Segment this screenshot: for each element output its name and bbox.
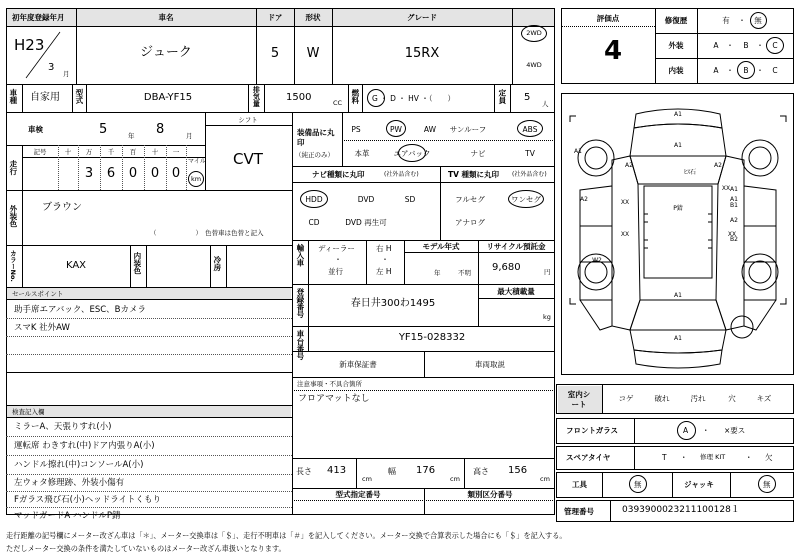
- exterior-option: ・: [726, 41, 734, 50]
- navi-sub: (社外品含む): [384, 171, 419, 178]
- interior-label: 内装: [668, 66, 684, 75]
- diagram-mark: A1: [674, 111, 682, 118]
- width-value: 176: [416, 465, 436, 476]
- displacement-value: 1500: [286, 92, 312, 103]
- equipment-item: PW: [390, 125, 402, 134]
- glass-label: フロントガラス: [566, 426, 619, 435]
- mileage-digit: 3: [84, 166, 94, 181]
- first-reg-label: 初年度登録年月: [12, 13, 65, 22]
- diagram-mark: B1: [730, 202, 738, 209]
- color-value: ブラウン: [42, 202, 82, 213]
- spare-sep1: ・: [680, 453, 688, 462]
- color-code-label: カラーNo.: [8, 250, 17, 282]
- inspection-year: 5: [99, 122, 108, 137]
- exterior-label: 外装: [668, 41, 684, 50]
- width-label: 幅: [388, 467, 396, 476]
- mileage-symbol-label: 記号: [33, 148, 47, 156]
- interior-option: ・: [726, 66, 734, 75]
- displacement-label: 排気量: [252, 86, 261, 107]
- jack-label: ジャッキ: [684, 480, 714, 489]
- height-unit: cm: [540, 475, 550, 483]
- mileage-digit: 0: [128, 166, 138, 181]
- equipment-item: エアバック: [393, 149, 431, 158]
- mileage-digit: 0: [150, 166, 160, 181]
- diagram-mark: A2: [625, 162, 633, 169]
- new-warranty: 新車保証書: [339, 360, 377, 369]
- interior-option: A: [713, 66, 719, 75]
- drive-4wd: 4WD: [526, 61, 542, 69]
- sales-point-line: 助手席エアバック、ESC、Bカメラ: [14, 305, 147, 315]
- tv-label: TV 種類に丸印: [448, 170, 500, 179]
- mile-label: マイル: [188, 158, 206, 165]
- control-value: 0393900023211100128１: [622, 505, 740, 515]
- spare-sep2: ・: [745, 453, 753, 462]
- diagram-mark: XX: [727, 231, 737, 238]
- navi-item: SD: [404, 195, 416, 204]
- jack-value: 無: [763, 480, 771, 489]
- exterior-option: A: [713, 41, 719, 50]
- tv-item: フルセグ: [455, 195, 485, 204]
- height-value: 156: [508, 465, 528, 476]
- tools-value: 無: [634, 480, 642, 489]
- inspector-line: ミラーA、天張りすれ(小): [14, 422, 112, 432]
- length-unit: cm: [362, 475, 372, 483]
- repair-option: 無: [754, 16, 762, 25]
- inspector-line: Fガラス飛び石(小)ヘッドライトくもり: [14, 495, 162, 505]
- interior-option: ・: [756, 66, 764, 75]
- exterior-option: B: [743, 41, 749, 50]
- vehicle-grade: 15RX: [404, 46, 440, 61]
- import-dot: ・: [334, 255, 342, 264]
- color-code-value: KAX: [65, 260, 87, 271]
- mileage-column-label: 十: [151, 148, 159, 156]
- capacity-value: 5: [524, 92, 531, 103]
- equipment-item: PS: [351, 125, 361, 134]
- mileage-digit: 6: [106, 166, 116, 181]
- mileage-column-label: 一: [172, 148, 180, 156]
- import-left: 左 H: [376, 267, 392, 276]
- mileage-column-label: 万: [85, 148, 93, 156]
- ac-label: 冷房: [212, 256, 222, 271]
- glass-replace: ×要ス: [724, 426, 746, 435]
- sales-point-line: スマK 社外AW: [14, 323, 70, 333]
- equipment-item: ナビ: [470, 149, 486, 158]
- equipment-item: TV: [525, 149, 535, 158]
- model-year-label: モデル年式: [422, 242, 460, 251]
- first-reg-era: H23: [14, 36, 45, 54]
- inspection-month-unit: 月: [186, 132, 193, 140]
- diagram-mark: A1: [674, 335, 682, 342]
- tools-label: 工具: [572, 480, 587, 489]
- import-label: 輸入車: [295, 244, 305, 267]
- interior-item: 穴: [728, 394, 736, 403]
- class-label: 類別区分番号: [467, 490, 513, 499]
- diagram-mark: A2: [714, 162, 722, 169]
- navi-label: ナビ種類に丸印: [312, 170, 365, 179]
- recycle-label: リサイクル預託金: [486, 242, 546, 251]
- inspector-label: 検査記入欄: [12, 408, 45, 416]
- model-label: 車名: [158, 13, 174, 22]
- category-label: 車種: [8, 89, 18, 104]
- import-dealer: ディーラー: [318, 244, 355, 253]
- max-load-label: 最大積載量: [497, 287, 535, 296]
- navi-item: DVD: [357, 195, 375, 204]
- score-value: 4: [603, 36, 623, 66]
- diagram-mark: P錆: [673, 205, 683, 212]
- displacement-unit: CC: [333, 99, 343, 107]
- sales-points-label: セールスポイント: [12, 290, 64, 298]
- glass-a: A: [683, 426, 689, 435]
- chassis-number: YF15-028332: [398, 332, 466, 343]
- tv-sub: (社外品含む): [512, 171, 547, 178]
- color-note: 色替車は色替と記入: [205, 229, 264, 237]
- repair-label: 修復歴: [664, 16, 688, 25]
- registration-number: 春日井300わ1495: [350, 298, 436, 309]
- mileage-label: 走行: [8, 160, 18, 175]
- inspector-line: ハンドル擦れ(中)コンソールA(小): [14, 460, 144, 470]
- import-dot2: ・: [381, 255, 389, 264]
- diagram-mark: XX: [620, 199, 630, 206]
- interior-option: B: [743, 66, 749, 75]
- import-right: 右 H: [376, 244, 392, 253]
- equipment-item: 本革: [354, 149, 370, 158]
- model-code-label: 型式: [74, 89, 84, 104]
- repair-option: 有: [722, 16, 730, 25]
- equipment-item: ABS: [522, 125, 538, 134]
- equipment-item: AW: [423, 125, 437, 134]
- mileage-column-label: 百: [129, 148, 137, 156]
- diagram-mark: A2: [730, 217, 738, 224]
- fuel-label: 燃料: [350, 89, 360, 104]
- category-value: 自家用: [30, 92, 60, 103]
- model-year-unknown: 不明: [458, 269, 471, 277]
- notes-text: フロアマットなし: [298, 394, 370, 404]
- first-reg-month-unit: 月: [63, 70, 70, 78]
- length-value: 413: [327, 465, 347, 476]
- length-label: 長さ: [296, 467, 312, 476]
- diagram-mark: XX: [721, 185, 731, 192]
- interior-color-label: 内装色: [132, 252, 142, 275]
- tv-item: アナログ: [455, 218, 485, 227]
- spare-none: 欠: [765, 453, 773, 462]
- first-reg-month: 3: [48, 62, 55, 73]
- vehicle-shape: W: [306, 46, 320, 61]
- equipment-item: サンルーフ: [449, 125, 487, 134]
- diagram-mark: A1: [674, 292, 682, 299]
- exterior-option: ・: [756, 41, 764, 50]
- mileage-digit: 0: [171, 166, 181, 181]
- inspection-label: 車検: [28, 125, 43, 134]
- registration-label: 登録番号: [295, 288, 305, 318]
- inspector-line: マッドガードA ハンドルP錆: [14, 511, 121, 521]
- diagram-mark: ﾋｽ石: [683, 169, 697, 176]
- shift-value: CVT: [233, 150, 263, 168]
- width-unit: cm: [450, 475, 460, 483]
- recycle-value: 9,680: [492, 262, 521, 273]
- inspector-line: 運転席 わきすれ(中)ドア内張りA(小): [14, 441, 155, 451]
- glass-sep: ・: [702, 426, 710, 435]
- navi-item: CD: [308, 218, 320, 227]
- inspection-month: 8: [156, 122, 165, 137]
- diagram-mark: A1: [574, 148, 582, 155]
- mileage-column-label: 十: [64, 148, 72, 156]
- grade-label: グレード: [407, 13, 437, 22]
- inspection-year-unit: 年: [128, 132, 135, 140]
- height-label: 高さ: [473, 467, 489, 476]
- vehicle-name: ジューク: [140, 45, 192, 60]
- diagram-mark: A1: [674, 142, 682, 149]
- inspector-line: 左ウォタ修理跡、外装小傷有: [14, 478, 125, 488]
- color-paren: （ ）: [150, 229, 202, 237]
- manual: 車両取説: [475, 360, 505, 369]
- footer-line2: ただしメーター交換の条件を満たしていないものはメーター改ざん車扱いとなります。: [6, 544, 286, 553]
- interior-item: 破れ: [654, 394, 670, 403]
- notes-label: 注意事項・不具合箇所: [297, 380, 362, 388]
- spare-t: T: [662, 453, 667, 462]
- diagram-mark: B2: [730, 236, 738, 243]
- capacity-label: 定員: [497, 89, 507, 104]
- km-label: km: [191, 175, 202, 183]
- equipment-label: 装備品に丸印: [297, 128, 335, 147]
- footer-line1: 走行距離の記号欄にメーター改ざん車は「＊」、メーター交換車は「＄」、走行不明車は「＃」を記入してください。メーター交換で合算表示した場合にも「＄」を記入する。: [6, 531, 567, 540]
- import-parallel: 並行: [328, 267, 343, 276]
- navi-item: DVD 再生可: [345, 218, 387, 227]
- spare-label: スペアタイヤ: [566, 453, 611, 462]
- shape-label: 形状: [305, 13, 321, 22]
- drive-2wd: 2WD: [526, 29, 542, 37]
- spare-kit: 修理 KIT: [700, 453, 726, 461]
- model-year-unit: 年: [434, 269, 441, 277]
- interior-item: コゲ: [618, 394, 634, 403]
- type-label: 型式指定番号: [335, 490, 381, 499]
- fuel-options: G ・ D ・ HV ・（ ）: [372, 94, 456, 103]
- model-code-value: DBA-YF15: [143, 92, 193, 103]
- navi-item: HDD: [305, 195, 323, 204]
- interior-seat-label: 室内シート: [567, 390, 591, 409]
- capacity-unit: 人: [542, 100, 549, 108]
- door-label: ドア: [267, 13, 283, 22]
- color-label: 外装色: [8, 205, 18, 228]
- interior-option: C: [772, 66, 778, 75]
- diagram-mark: XX: [620, 231, 630, 238]
- max-load-unit: kg: [543, 313, 551, 321]
- control-label: 管理番号: [564, 507, 594, 516]
- diagram-mark: W2: [592, 257, 602, 264]
- chassis-label: 車台番号: [295, 330, 305, 360]
- recycle-unit: 円: [544, 268, 551, 276]
- repair-option: ・: [738, 16, 746, 25]
- mileage-column-label: 千: [107, 148, 115, 156]
- vehicle-doors: 5: [270, 46, 280, 61]
- exterior-option: C: [772, 41, 778, 50]
- interior-item: キズ: [756, 394, 772, 403]
- interior-item: 汚れ: [690, 394, 706, 403]
- shift-label: シフト: [238, 116, 258, 124]
- diagram-mark: A1: [730, 186, 738, 193]
- score-label: 評価点: [596, 14, 620, 23]
- diagram-mark: A1: [730, 196, 738, 203]
- tv-item: ワンセグ: [511, 195, 541, 204]
- equipment-sub-label: （純正のみ）: [295, 151, 334, 159]
- diagram-mark: A2: [580, 196, 588, 203]
